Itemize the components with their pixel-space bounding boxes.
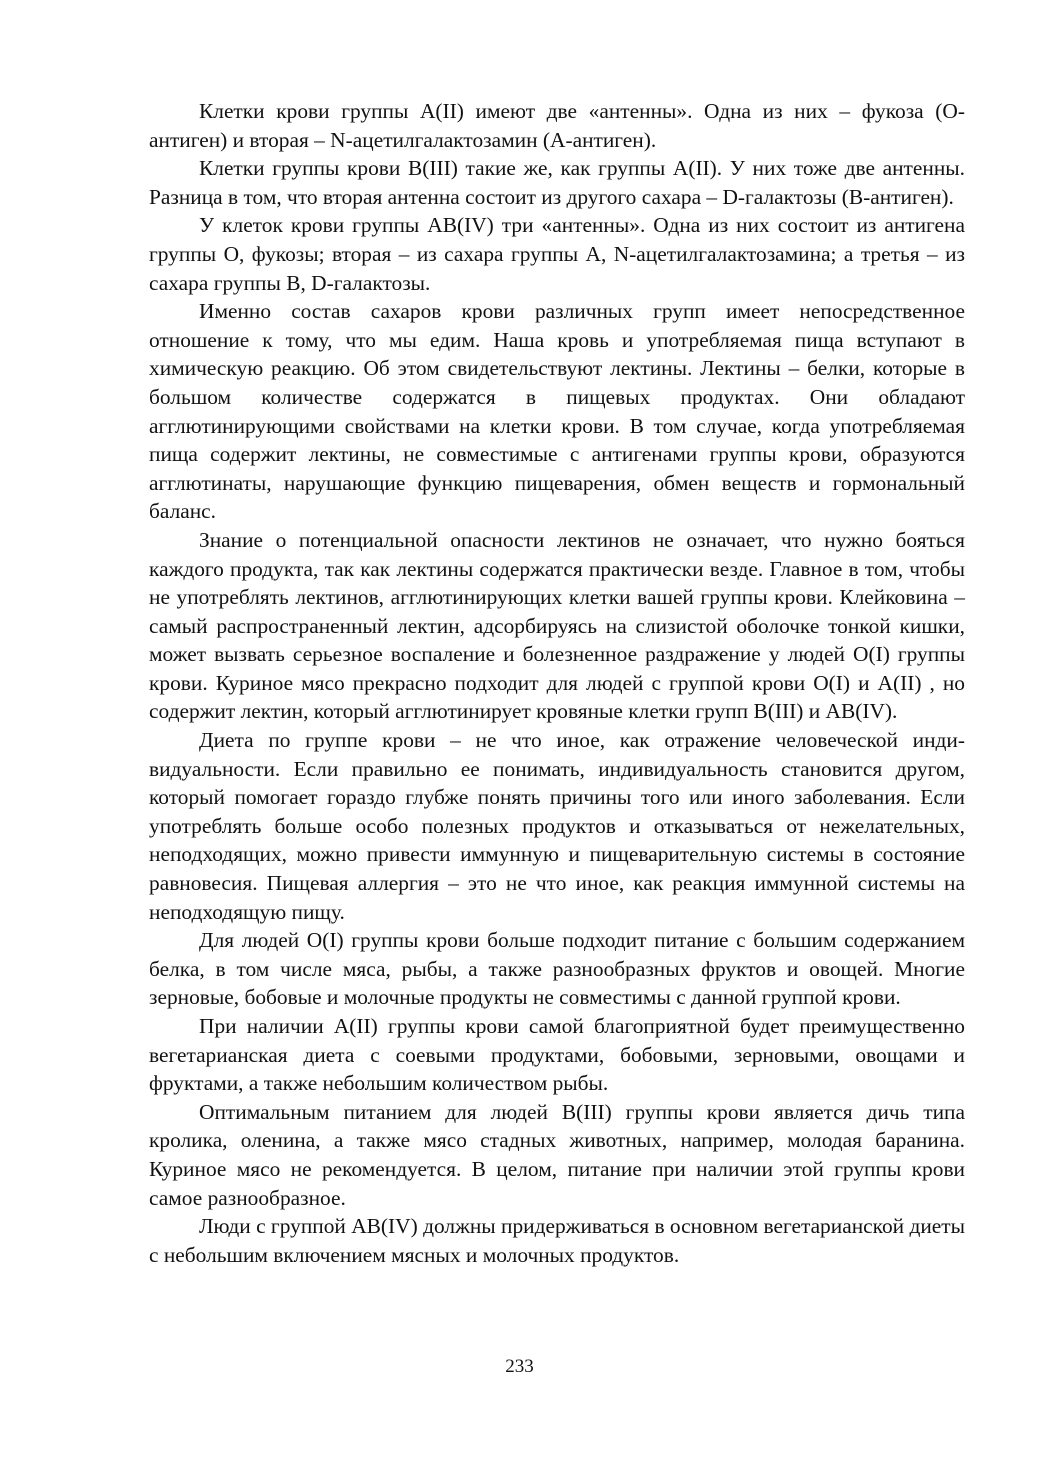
paragraph-4: Именно состав сахаров крови различных групп имеет непосредственное отношение к тому, что мы едим. Наша кровь и употребляемая пища вступают в химическую реакцию. Об этом свидетельствуют лектины. Лектины – белки, которые в большом количестве содержатся в пищевых продуктах. Они обладают агглютинирующими свойствами на клетки крови. В том случае, когда употребляемая пища содержит лектины, не совместимые с антигенами группы крови, образуются агглютинаты, нарушающие функцию пищеварения, обмен веществ и гормональный баланс. xyxy=(149,299,965,524)
paragraph-5: Знание о потенциальной опасности лектинов не означает, что нужно бояться каждого продукта, так как лектины содержатся практически везде. Главное в том, чтобы не употреблять лектинов, агглютинирующих клетки вашей группы крови. Клейковина – самый распространенный лектин, адсорбируясь на слизистой оболочке тонкой кишки, может вызвать серьезное воспаление и болезненное раздражение у людей О(I) группы крови. Куриное мясо прекрасно подходит для людей с группой крови О(I) и А(II) , но содержит лектин, который агглютинирует кровяные клетки групп В(III) и АВ(IV). xyxy=(149,527,965,724)
paragraph-1: Клетки крови группы А(II) имеют две «антенны». Одна из них – фукоза (О-антиген) и вторая – N-ацетилгалактозамин (А-антиген). xyxy=(149,99,965,152)
paragraph-6: Диета по группе крови – не что иное, как отражение человеческой индивидуальности. Если правильно ее понимать, индивидуальность становится другом, который помогает гораздо глубже понять причины того или иного заболевания. Если употреблять больше особо полезных продуктов и отказываться от нежелательных, неподходящих, можно привести иммунную и пищеварительную системы в состояние равновесия. Пищевая аллергия – это не что иное, как реакция иммунной системы на неподходящую пищу. xyxy=(149,728,965,924)
paragraph-7: Для людей О(I) группы крови больше подходит питание с большим содержанием белка, в том числе мяса, рыбы, а также разнообразных фруктов и овощей. Многие зерновые, бобовые и молочные продукты не совместимы с данной группой крови. xyxy=(149,928,965,1010)
paragraph-10: Люди с группой АВ(IV) должны придерживаться в основном вегетарианской диеты с небольшим включением мясных и молочных продуктов. xyxy=(149,1214,965,1267)
page-number: 233 xyxy=(505,1356,534,1377)
paragraph-9: Оптимальным питанием для людей В(III) группы крови является дичь типа кролика, оленина, а также мясо стадных животных, например, молодая баранина. Куриное мясо не рекомендуется. В целом, питание при наличии этой группы крови самое разнообразное. xyxy=(149,1099,965,1210)
paragraph-8: При наличии А(II) группы крови самой благоприятной будет преимущественно вегетарианская диета с соевыми продуктами, бобовыми, зерновыми, овощами и фруктами, а также небольшим количеством рыбы. xyxy=(149,1014,965,1096)
paragraph-3: У клеток крови группы АВ(IV) три «антенны». Одна из них состоит из антигена группы О, фукозы; вторая – из сахара группы А, N-ацетилгалактозамина; а третья – из сахара группы В, D-галактозы. xyxy=(149,213,965,295)
body-text xyxy=(149,97,965,1269)
paragraph-2: Клетки группы крови В(III) такие же, как группы А(II). У них тоже две антенны. Разница в том, что вторая антенна состоит из другого сахара – D-галактозы (В-антиген). xyxy=(149,156,965,209)
